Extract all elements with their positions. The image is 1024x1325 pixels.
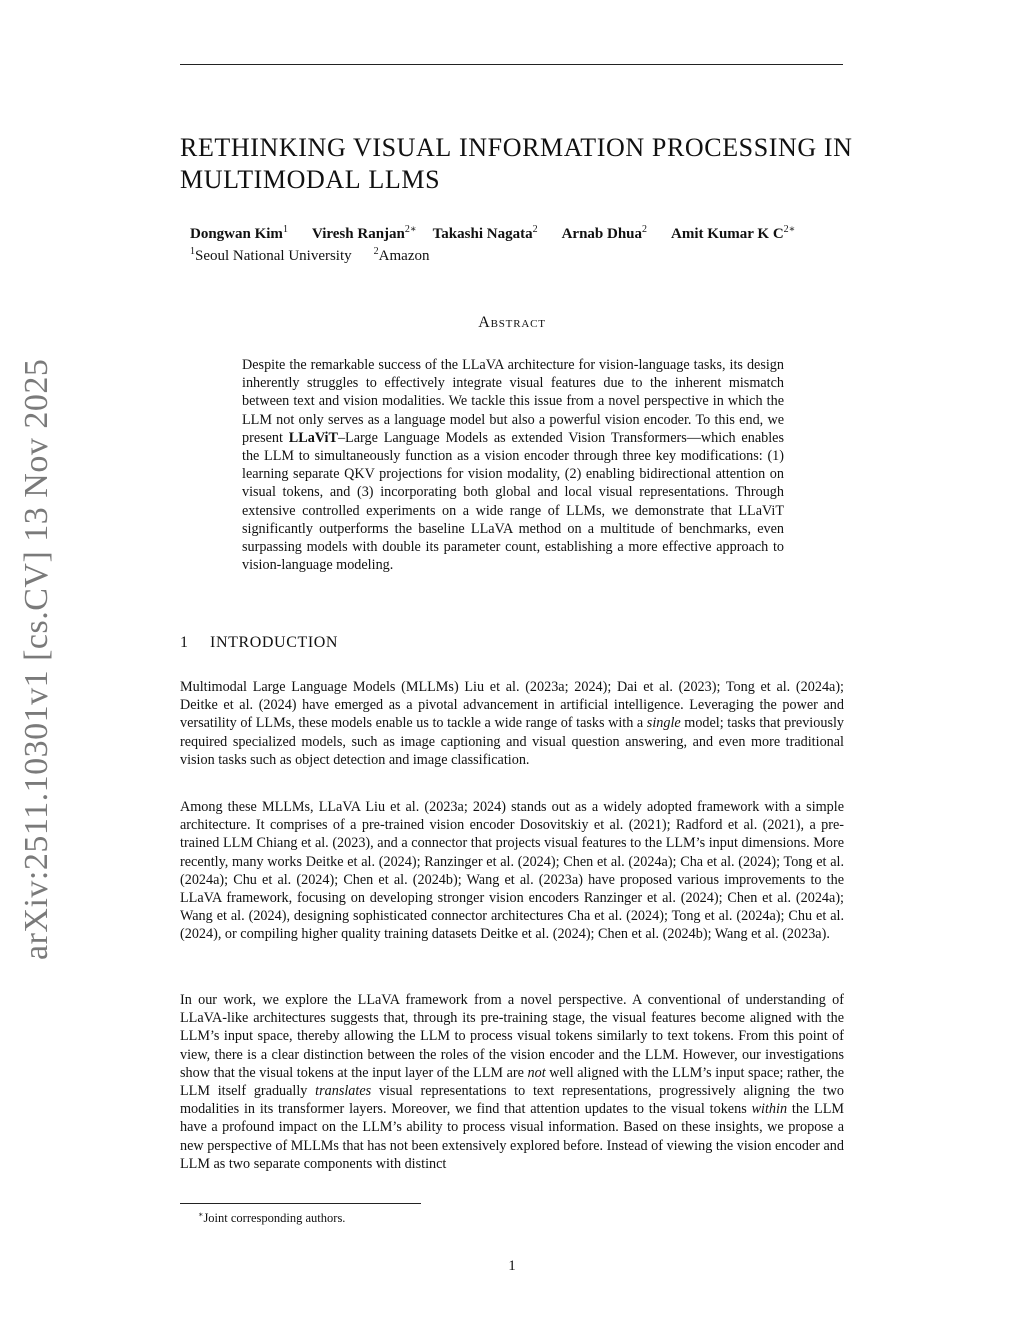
author-name: Takashi Nagata bbox=[432, 226, 533, 242]
author-affiliation-mark: 2∗ bbox=[783, 224, 796, 235]
top-rule bbox=[180, 64, 843, 65]
author-affiliation-mark: 2∗ bbox=[404, 224, 417, 235]
footnote: ∗Joint corresponding authors. bbox=[198, 1210, 346, 1226]
author-list bbox=[190, 226, 795, 243]
author-name: Dongwan Kim bbox=[190, 226, 283, 242]
paper-title bbox=[180, 132, 860, 196]
author-name: Amit Kumar K C bbox=[671, 226, 784, 242]
section-heading-introduction: 1 INTRODUCTION bbox=[180, 634, 339, 651]
author-name: Arnab Dhua bbox=[561, 226, 643, 242]
intro-paragraph-3: In our work, we explore the LLaVA framework from a novel perspective. A conventional of understanding of LLaVA-like architectures suggests that, through its pre-training stage, the visual features become aligned with the LLM’s input space, thereby allowing the LLM to process visual tokens similarly to text tokens. From this point of view, there is a clear distinction between the roles of the vision encoder and the LLM. However, our investigations show that the visual tokens at the input layer of the LLM are not well aligned with the LLM’s input space; rather, the LLM itself gradually translates visual representations to text representations, progressively aligning the two modalities in its transformer layers. Moreover, we find that attention updates to the visual tokens within the LLM have a profound impact on the LLM’s ability to process visual information. Based on these insights, we propose a new perspective of MLLMs that has not been extensively explored before. Instead of viewing the vision encoder and LLM as two separate components with distinct bbox=[180, 992, 845, 1172]
intro-paragraph-1: Multimodal Large Language Models (MLLMs) Liu et al. (2023a; 2024); Dai et al. (2023); Tong et al. (2024a); Deitke et al. (2024) have emerged as a pivotal advancement in artificial intelligence. Leveraging the power and versatility of LLMs, these models enable us to tackle a wide range of tasks with a single model; tasks that previously required specialized models, such as image captioning and visual question answering, and even more traditional vision tasks such as object detection and image classification. bbox=[180, 679, 844, 768]
author-name: Viresh Ranjan bbox=[311, 226, 405, 242]
author-affiliation-mark: 2 bbox=[642, 224, 648, 235]
affiliation-list: $^1$Seoul National University $^2$Amazon bbox=[190, 246, 430, 264]
page-number: 1 bbox=[508, 1258, 516, 1274]
abstract-heading: Abstract bbox=[478, 314, 546, 331]
abstract-body: Despite the remarkable success of the LLaVA architecture for vision-language tasks, its design inherently struggles to effectively integrate visual features due to the inherent mismatch between text and vision modalities. We tackle this issue from a novel perspective in which the LLM not only serves as a language model but also a powerful vision encoder. To this end, we present LLaViT–Large Language Models as extended Vision Transformers—which enables the LLM to simultaneously function as a vision encoder through three key modifications: (1) learning separate QKV projections for vision modality, (2) enabling bidirectional attention on visual tokens, and (3) incorporating both global and local visual representations. Through extensive controlled experiments on a wide range of LLMs, we demonstrate that LLaViT significantly outperforms the baseline LLaVA method on a multitude of benchmarks, even surpassing models with double its parameter count, establishing a more effective approach to vision-language modeling. bbox=[242, 357, 784, 574]
footnote-rule bbox=[180, 1203, 421, 1204]
affiliation-name: Amazon bbox=[378, 248, 430, 264]
title-line-1: RETHINKING VISUAL INFORMATION PROCESSING IN bbox=[180, 133, 853, 162]
affiliation-name: Seoul National University bbox=[195, 248, 352, 264]
author-affiliation-mark: 1 bbox=[282, 224, 288, 235]
arxiv-stamp: arXiv:2511.10301v1 [cs.CV] 13 Nov 2025 bbox=[18, 358, 55, 960]
author-affiliation-mark: 2 bbox=[532, 224, 538, 235]
section-number: 1 bbox=[180, 634, 189, 651]
title-line-2: MULTIMODAL LLMS bbox=[180, 165, 441, 194]
intro-paragraph-2: Among these MLLMs, LLaVA Liu et al. (2023a; 2024) stands out as a widely adopted framework with a simple architecture. It comprises of a pre-trained vision encoder Dosovitskiy et al. (2021); Radford et al. (2021), a pre-trained LLM Chiang et al. (2023), and a connector that projects visual features to the LLM’s input dimensions. More recently, many works Deitke et al. (2024); Ranzinger et al. (2024); Chen et al. (2024a); Cha et al. (2024); Tong et al. (2024a); Chu et al. (2024); Chen et al. (2024b); Wang et al. (2023a) have proposed various improvements to the LLaVA framework, focusing on developing stronger vision encoders Ranzinger et al. (2024); Chen et al. (2024a); Wang et al. (2024), designing sophisticated connector architectures Cha et al. (2024); Tong et al. (2024a); Chu et al. (2024), or compiling higher quality training datasets Deitke et al. (2024); Chen et al. (2024b); Wang et al. (2023a). bbox=[180, 799, 844, 943]
